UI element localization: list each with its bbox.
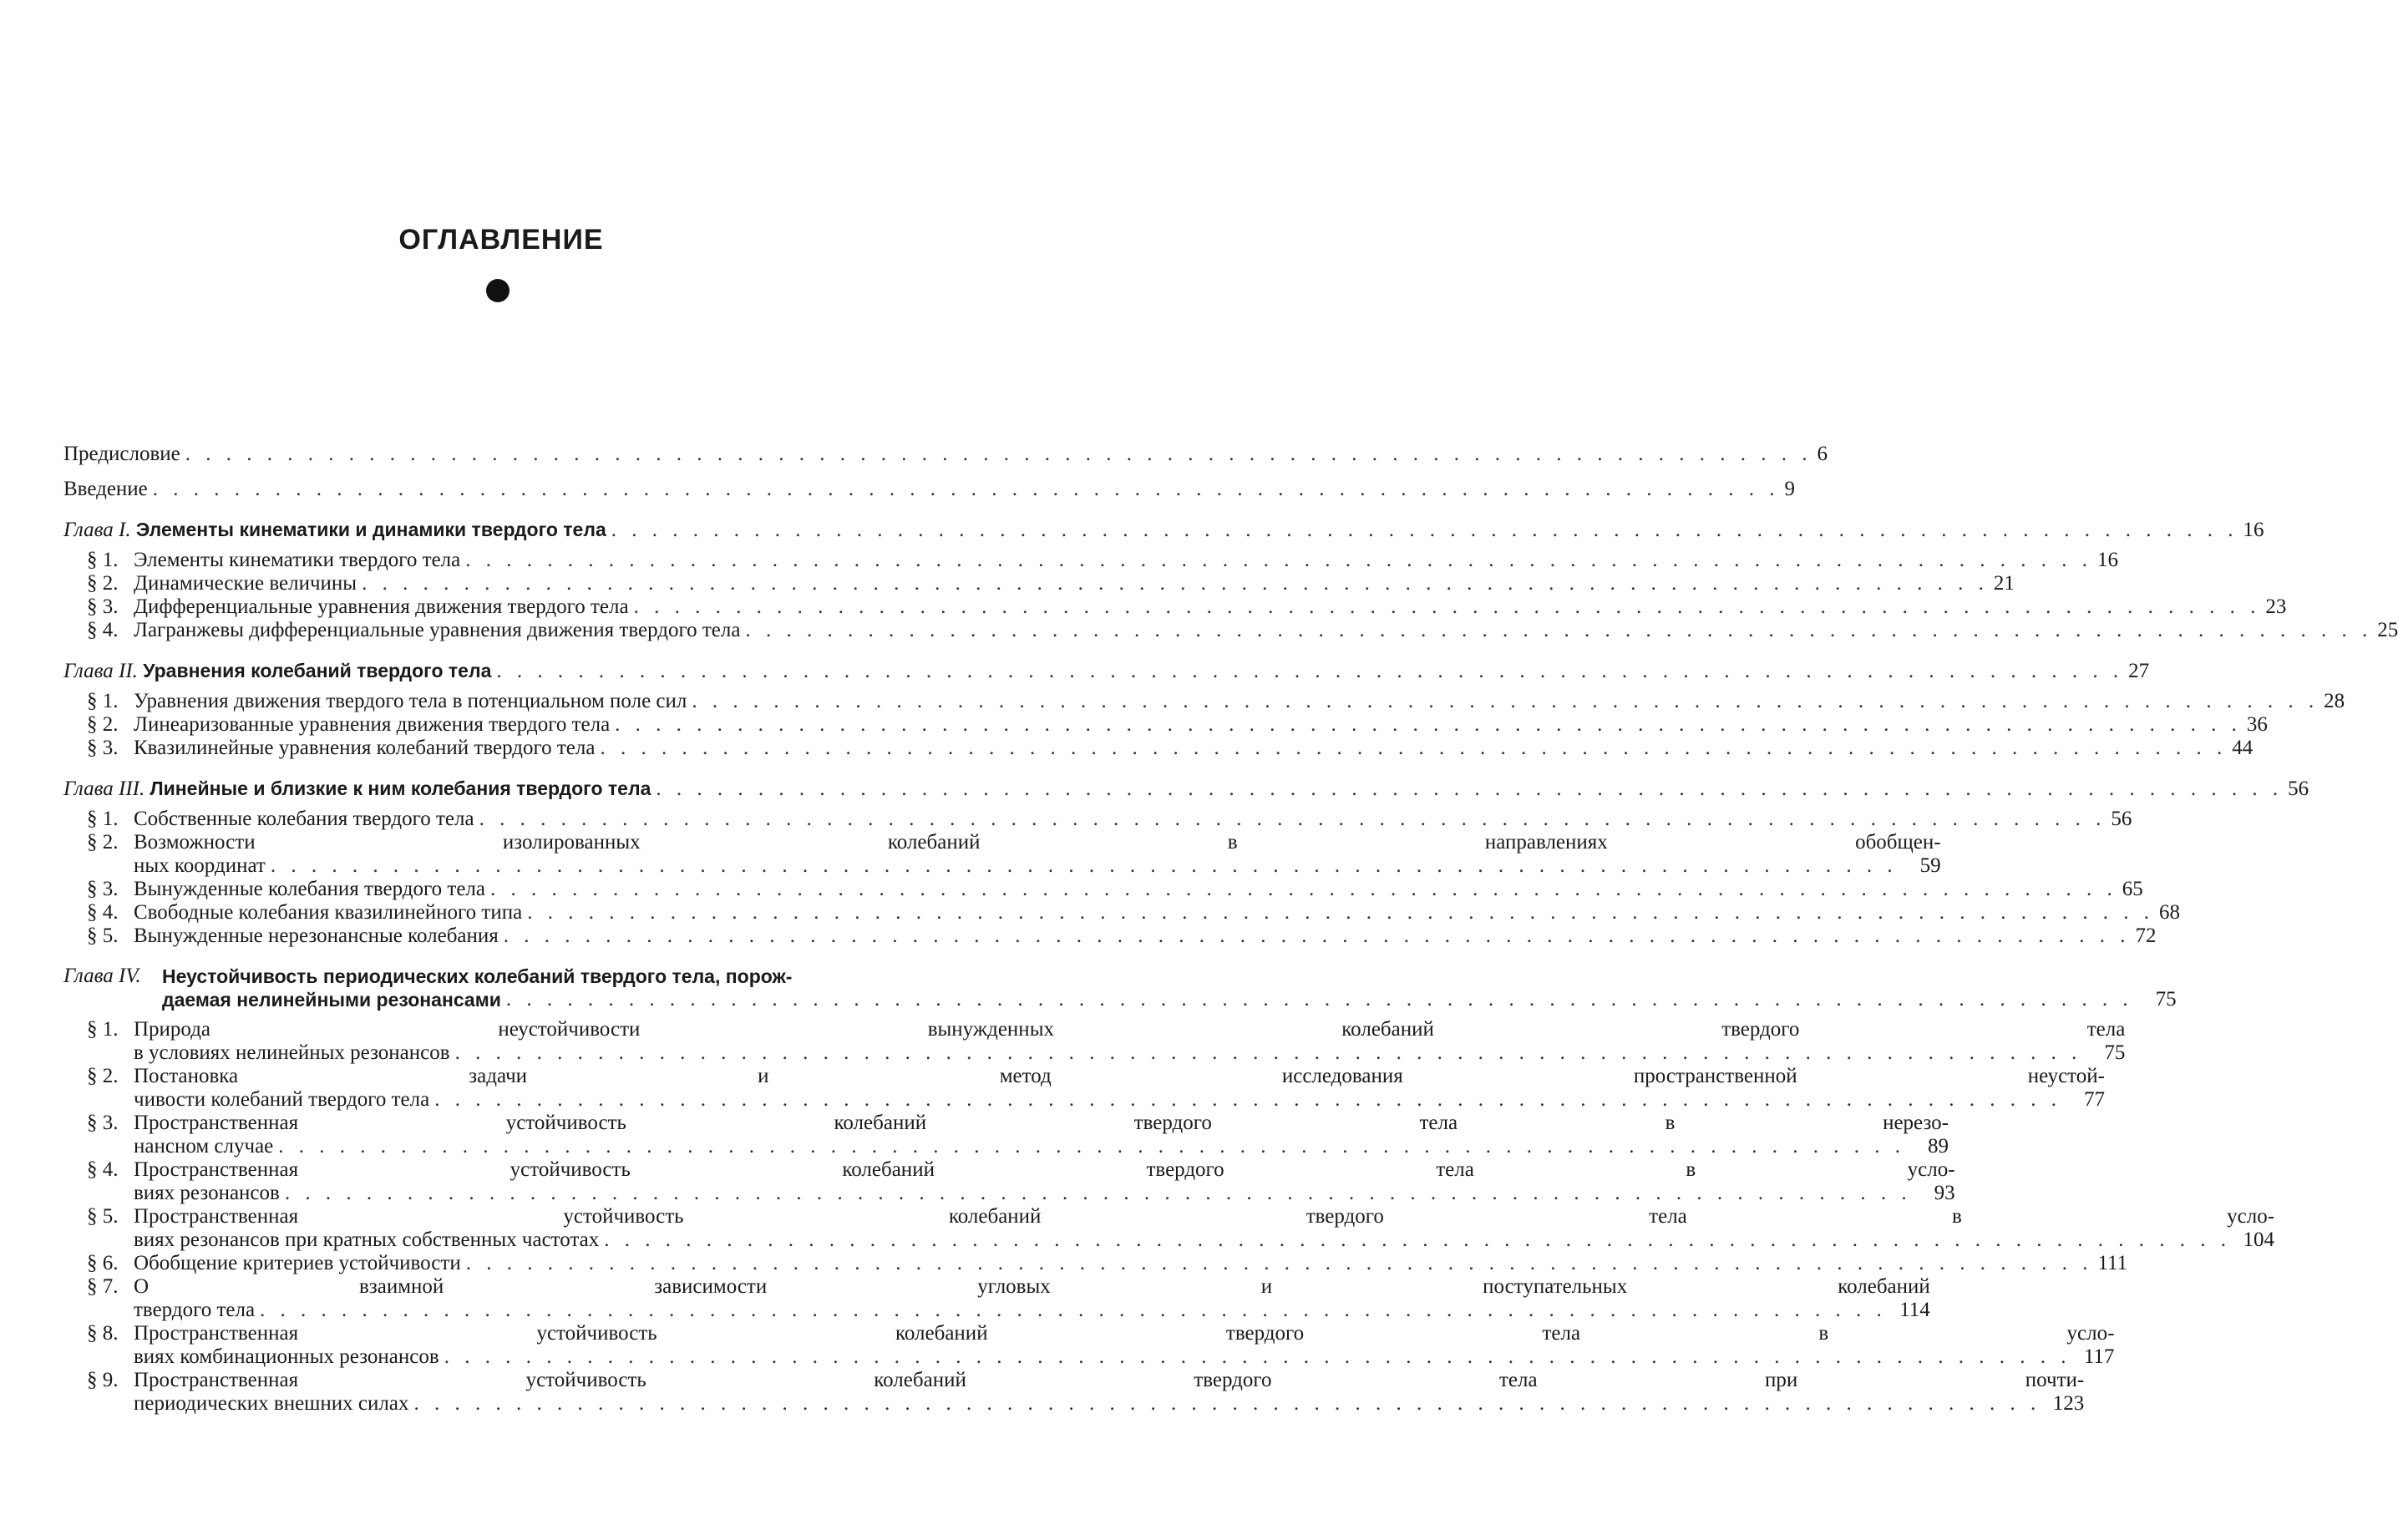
toc-section-entry[interactable] xyxy=(63,1252,2128,1275)
section-number: § 4. xyxy=(87,619,119,641)
section-number: § 7. xyxy=(87,1275,119,1298)
dot-leader xyxy=(479,808,2106,831)
section-number: § 8. xyxy=(87,1322,119,1345)
chapter-number: Глава II. xyxy=(63,660,138,682)
section-number: § 3. xyxy=(87,595,119,618)
page-number: 68 xyxy=(2158,901,2180,924)
section-number: § 5. xyxy=(87,1205,119,1228)
entry-label: в условиях нелинейных резонансов xyxy=(134,1041,450,1064)
section-title: Дифференциальные уравнения движения твердого тела xyxy=(134,595,629,618)
dot-leader xyxy=(692,690,2319,713)
section-title-line: Пространственная устойчивость колебаний твердого тела в усло- xyxy=(134,1158,1955,1181)
page-number: 75 xyxy=(2155,988,2177,1011)
page-number: 25 xyxy=(2377,619,2398,641)
page-number: 56 xyxy=(2111,808,2132,830)
section-number: § 3. xyxy=(87,878,119,900)
section-title-line: Природа неустойчивости вынужденных колебаний твердого тела xyxy=(134,1018,2126,1041)
dot-leader xyxy=(611,519,2238,542)
dot-leader xyxy=(153,478,1780,501)
section-number: § 4. xyxy=(87,1158,119,1181)
page-number: 44 xyxy=(2232,737,2254,759)
page-number: 6 xyxy=(1817,443,1828,465)
toc-entry-front[interactable] xyxy=(63,443,1828,466)
page-number: 89 xyxy=(1928,1135,1949,1158)
section-title: Вынужденные колебания твердого тела xyxy=(134,878,485,900)
section-number: § 2. xyxy=(87,1065,119,1087)
entry-label: виях резонансов при кратных собственных частотах xyxy=(134,1228,600,1251)
toc-section-entry[interactable] xyxy=(63,1065,2105,1112)
dot-leader xyxy=(600,737,2227,760)
section-number: § 3. xyxy=(87,737,119,759)
section-title: Свободные колебания квазилинейного типа xyxy=(134,901,523,924)
dot-leader xyxy=(362,572,1989,595)
chapter-title: Уравнения колебаний твердого тела xyxy=(143,660,492,681)
toc-section-entry[interactable] xyxy=(63,595,2287,619)
entry-label: нансном случае xyxy=(134,1135,274,1158)
dot-leader xyxy=(745,619,2372,642)
section-title-last-line[interactable] xyxy=(134,1392,2084,1416)
chapter-title: Элементы кинематики и динамики твердого тела xyxy=(135,519,606,540)
page-number: 16 xyxy=(2243,519,2264,541)
page-number: 59 xyxy=(1919,854,1941,877)
section-title: Динамические величины xyxy=(134,572,357,595)
chapter-title: Линейные и близкие к ним колебания твердого тела xyxy=(150,778,651,799)
dot-leader xyxy=(615,713,2242,737)
page-number: 104 xyxy=(2243,1228,2275,1251)
toc-entry-front[interactable] xyxy=(63,478,1796,501)
toc-section-entry[interactable] xyxy=(63,690,2345,713)
toc-section-entry[interactable] xyxy=(63,831,1941,878)
dot-leader xyxy=(506,988,2133,1011)
section-number: § 2. xyxy=(87,572,119,595)
page-number: 93 xyxy=(1934,1182,1955,1204)
title-bullet-ornament xyxy=(486,279,510,302)
toc-section-entry[interactable] xyxy=(63,572,2015,595)
dot-leader xyxy=(285,1182,1912,1205)
section-number: § 1. xyxy=(87,1018,119,1041)
chapter-number: Глава III. xyxy=(63,778,145,800)
dot-leader xyxy=(185,443,1812,466)
dot-leader xyxy=(434,1088,2061,1112)
entry-label: Введение xyxy=(63,478,148,500)
toc-section-entry[interactable] xyxy=(63,549,2118,572)
toc-chapter-heading[interactable] xyxy=(63,659,2150,683)
section-title-last-line[interactable] xyxy=(134,1299,1930,1322)
section-title: Вынужденные нерезонансные колебания xyxy=(134,925,499,947)
toc-section-entry[interactable] xyxy=(63,1158,1955,1205)
page-number: 9 xyxy=(1784,478,1796,500)
toc-section-entry[interactable] xyxy=(63,808,2132,831)
toc-section-entry[interactable] xyxy=(63,737,2254,760)
toc-chapter-heading[interactable] xyxy=(63,965,2177,1011)
section-title: Квазилинейные уравнения колебаний твердого тела xyxy=(134,737,596,759)
section-title-last-line[interactable] xyxy=(134,1345,2114,1369)
page-number: 16 xyxy=(2097,549,2118,571)
section-title-last-line[interactable] xyxy=(134,854,1941,878)
table-of-contents xyxy=(63,443,2398,1416)
section-title: Обобщение критериев устойчивости xyxy=(134,1252,461,1274)
section-number: § 6. xyxy=(87,1252,119,1274)
dot-leader xyxy=(271,854,1898,878)
section-title-line: Пространственная устойчивость колебаний твердого тела в нерезо- xyxy=(134,1112,1949,1134)
page-number: 36 xyxy=(2246,713,2268,736)
dot-leader xyxy=(604,1228,2231,1252)
section-title-last-line[interactable] xyxy=(134,1228,2274,1252)
dot-leader xyxy=(634,595,2261,619)
section-number: § 3. xyxy=(87,1112,119,1134)
section-number: § 1. xyxy=(87,690,119,712)
toc-section-entry[interactable] xyxy=(63,713,2268,737)
section-title: Лагранжевы дифференциальные уравнения движения твердого тела xyxy=(134,619,741,641)
chapter-title-line: Неустойчивость периодических колебаний твердого тела, порож- xyxy=(162,965,793,987)
entry-label: периодических внешних силах xyxy=(134,1392,409,1415)
page-title: ОГЛАВЛЕНИЕ xyxy=(398,224,604,256)
entry-label: виях комбинационных резонансов xyxy=(134,1345,439,1368)
dot-leader xyxy=(527,901,2154,925)
page-number: 72 xyxy=(2135,925,2157,947)
chapter-number: Глава I. xyxy=(63,519,131,541)
dot-leader xyxy=(260,1299,1887,1322)
section-number: § 1. xyxy=(87,808,119,830)
section-title: Линеаризованные уравнения движения твердого тела xyxy=(134,713,611,736)
dot-leader xyxy=(465,549,2092,572)
dot-leader xyxy=(278,1135,1905,1158)
section-number: § 4. xyxy=(87,901,119,924)
section-number: § 9. xyxy=(87,1369,119,1391)
page-number: 28 xyxy=(2324,690,2345,712)
dot-leader xyxy=(466,1252,2093,1275)
page-number: 21 xyxy=(1993,572,2015,595)
entry-label: даемая нелинейными резонансами xyxy=(162,989,501,1011)
section-title-last-line[interactable] xyxy=(134,1135,1949,1158)
section-title-line: Возможности изолированных колебаний в направлениях обобщен- xyxy=(134,831,1941,854)
page-number: 114 xyxy=(1899,1299,1930,1321)
toc-section-entry[interactable] xyxy=(63,878,2143,901)
page-number: 75 xyxy=(2104,1041,2126,1064)
dot-leader xyxy=(504,925,2131,948)
section-number: § 5. xyxy=(87,925,119,947)
section-number: § 2. xyxy=(87,831,119,854)
section-title: Собственные колебания твердого тела xyxy=(134,808,474,830)
section-title-line: Пространственная устойчивость колебаний твердого тела при почти- xyxy=(134,1369,2085,1391)
section-title-line: Пространственная устойчивость колебаний твердого тела в усло- xyxy=(134,1205,2275,1228)
section-title-last-line[interactable] xyxy=(134,1088,2105,1112)
section-title: Элементы кинематики твердого тела xyxy=(134,549,461,571)
section-title-line: Постановка задачи и метод исследования пространственной неустой- xyxy=(134,1065,2105,1087)
entry-label: чивости колебаний твердого тела xyxy=(134,1088,430,1111)
dot-leader xyxy=(656,778,2283,801)
dot-leader xyxy=(455,1041,2082,1065)
section-title-line: Пространственная устойчивость колебаний твердого тела в усло- xyxy=(134,1322,2115,1345)
section-title: Уравнения движения твердого тела в потенциальном поле сил xyxy=(134,690,687,712)
toc-section-entry[interactable] xyxy=(63,925,2157,948)
entry-label: Предисловие xyxy=(63,443,180,465)
section-title-last-line[interactable] xyxy=(134,1041,2125,1065)
entry-label: виях резонансов xyxy=(134,1182,280,1204)
dot-leader xyxy=(496,660,2123,683)
toc-chapter-heading[interactable] xyxy=(63,518,2264,542)
toc-section-entry[interactable] xyxy=(63,1018,2126,1065)
toc-section-entry[interactable] xyxy=(63,619,2398,642)
section-number: § 1. xyxy=(87,549,119,571)
chapter-title-last-line[interactable] xyxy=(162,988,2177,1011)
section-number: § 2. xyxy=(87,713,119,736)
toc-section-entry[interactable] xyxy=(63,901,2180,925)
toc-section-entry[interactable] xyxy=(63,1369,2085,1416)
page-number: 23 xyxy=(2265,595,2287,618)
toc-section-entry[interactable] xyxy=(63,1322,2115,1369)
toc-chapter-heading[interactable] xyxy=(63,777,2309,801)
page-number: 65 xyxy=(2122,878,2143,900)
page-number: 111 xyxy=(2097,1252,2128,1274)
entry-label: ных координат xyxy=(134,854,266,877)
dot-leader xyxy=(413,1392,2041,1416)
toc-section-entry[interactable] xyxy=(63,1205,2275,1252)
section-title-line: О взаимной зависимости угловых и поступательных колебаний xyxy=(134,1275,1930,1298)
page-number: 56 xyxy=(2288,778,2309,800)
toc-section-entry[interactable] xyxy=(63,1275,1930,1322)
page-number: 27 xyxy=(2128,660,2150,682)
page-number: 123 xyxy=(2052,1392,2085,1415)
page-number: 77 xyxy=(2083,1088,2105,1111)
chapter-number: Глава IV. xyxy=(63,965,141,987)
entry-label: твердого тела xyxy=(134,1299,256,1321)
toc-section-entry[interactable] xyxy=(63,1112,1949,1158)
section-title-last-line[interactable] xyxy=(134,1182,1955,1205)
dot-leader xyxy=(444,1345,2071,1369)
dot-leader xyxy=(490,878,2117,901)
page-number: 117 xyxy=(2083,1345,2115,1368)
